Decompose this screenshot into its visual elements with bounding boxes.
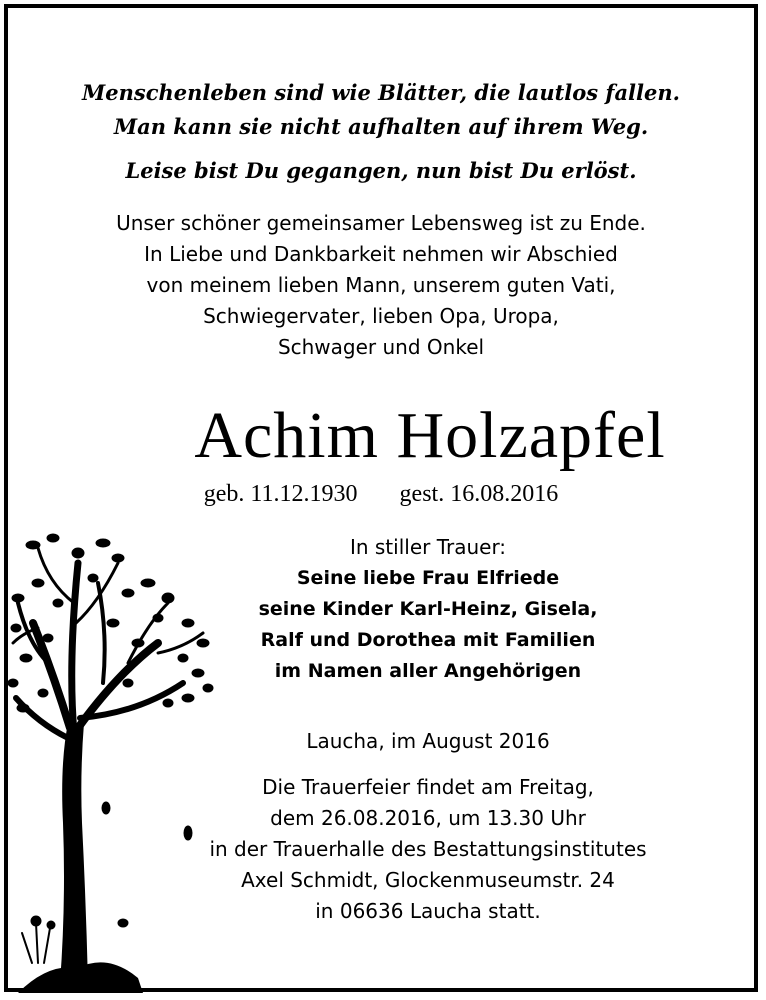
funeral-info — [168, 772, 688, 927]
funeral-line: in 06636 Laucha statt. — [315, 899, 541, 923]
intro-line: Unser schöner gemeinsamer Lebensweg ist zu Ende. — [116, 211, 646, 235]
funeral-line: in der Trauerhalle des Bestattungsinstitutes — [209, 837, 647, 861]
motto-line-3: Leise bist Du gegangen, nun bist Du erlöst. — [125, 158, 637, 183]
funeral-line: dem 26.08.2016, um 13.30 Uhr — [270, 806, 586, 830]
intro-line: In Liebe und Dankbarkeit nehmen wir Abschied — [144, 242, 618, 266]
mourner-line: im Namen aller Angehörigen — [274, 660, 582, 682]
motto-line-2: Man kann sie nicht aufhalten auf ihrem Weg. — [113, 114, 649, 139]
intro-line: Schwiegervater, lieben Opa, Uropa, — [203, 304, 559, 328]
deceased-name: Achim Holzapfel — [194, 399, 666, 472]
tree-icon — [8, 523, 228, 998]
intro-line: von meinem lieben Mann, unserem guten Vati, — [146, 273, 616, 297]
obituary-notice — [4, 4, 758, 992]
birth-date: geb. 11.12.1930 — [203, 481, 358, 507]
intro-text — [8, 208, 754, 363]
mourners-block — [168, 532, 688, 687]
funeral-line: Die Trauerfeier findet am Freitag, — [262, 775, 594, 799]
death-date: gest. 16.08.2016 — [399, 481, 559, 507]
funeral-line: Axel Schmidt, Glockenmuseumstr. 24 — [241, 868, 615, 892]
mourners-heading: In stiller Trauer: — [349, 535, 507, 559]
place-date: Laucha, im August 2016 — [306, 729, 550, 753]
mourner-line: seine Kinder Karl-Heinz, Gisela, — [258, 598, 598, 620]
mourner-line: Seine liebe Frau Elfriede — [296, 567, 560, 589]
mourner-line: Ralf und Dorothea mit Familien — [260, 629, 596, 651]
motto-line-1: Menschenleben sind wie Blätter, die lautlos fallen. — [82, 80, 680, 105]
life-dates — [8, 478, 754, 510]
intro-line: Schwager und Onkel — [277, 335, 485, 359]
